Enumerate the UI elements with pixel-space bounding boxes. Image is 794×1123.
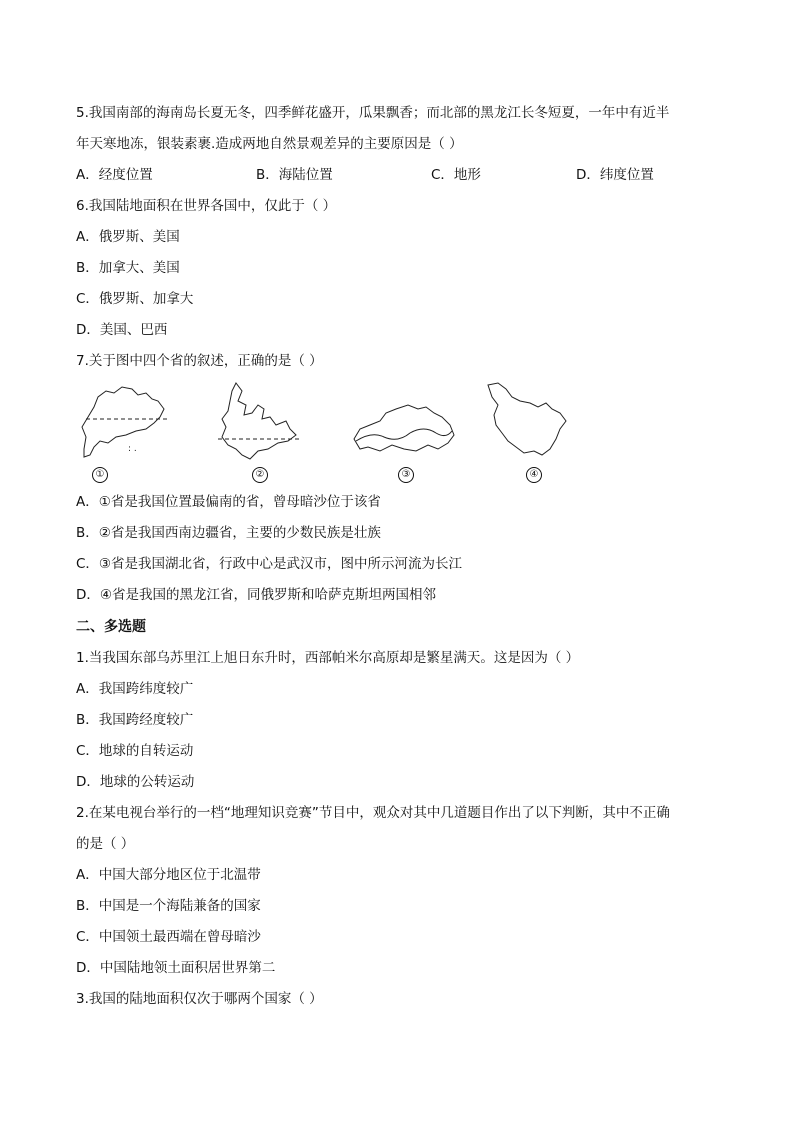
province-map-4: [480, 379, 575, 479]
q6-option-a: A．俄罗斯、美国: [76, 229, 180, 245]
map-label-1: ①: [92, 467, 108, 483]
m2-option-c: C．中国领土最西端在曾母暗沙: [76, 929, 261, 945]
q7-option-d: D．④省是我国的黑龙江省，同俄罗斯和哈萨克斯坦两国相邻: [76, 587, 436, 603]
document-page: [76, 98, 726, 1015]
m2-option-a: A．中国大部分地区位于北温带: [76, 867, 261, 883]
q5-option-c: C．地形: [431, 167, 481, 183]
q5-option-d: D．纬度位置: [576, 167, 654, 183]
province-maps: [76, 379, 726, 487]
m1-option-a: A．我国跨纬度较广: [76, 681, 194, 697]
province-map-2: [216, 379, 306, 479]
svg-text:: .: : .: [128, 444, 137, 454]
map-label-4: ④: [526, 467, 542, 483]
m2-stem-line1: 2.在某电视台举行的一档“地理知识竞赛”节目中，观众对其中几道题目作出了以下判断，其中不正确: [76, 805, 670, 821]
q7-option-b: B．②省是我国西南边疆省，主要的少数民族是壮族: [76, 525, 381, 541]
q7-option-a: A．①省是我国位置最偏南的省，曾母暗沙位于该省: [76, 494, 381, 510]
q5-stem-line2: 年天寒地冻，银装素裹.造成两地自然景观差异的主要原因是（ ）: [76, 136, 463, 152]
province-map-3: [350, 379, 460, 479]
q5-option-b: B．海陆位置: [256, 167, 333, 183]
q6-stem: 6.我国陆地面积在世界各国中，仅此于（ ）: [76, 198, 337, 214]
q5-options: [76, 160, 726, 191]
m2-stem-line2: 的是（ ）: [76, 836, 135, 852]
map-label-2: ②: [252, 467, 268, 483]
map-label-3: ③: [398, 467, 414, 483]
section-title-multiple-choice: 二、多选题: [76, 619, 146, 635]
m1-option-c: C．地球的自转运动: [76, 743, 194, 759]
m2-option-b: B．中国是一个海陆兼备的国家: [76, 898, 261, 914]
q6-option-c: C．俄罗斯、加拿大: [76, 291, 194, 307]
q7-stem: 7.关于图中四个省的叙述，正确的是（ ）: [76, 353, 323, 369]
q5-option-a: A．经度位置: [76, 167, 153, 183]
m2-option-d: D．中国陆地领土面积居世界第二: [76, 960, 276, 976]
q6-option-d: D．美国、巴西: [76, 322, 168, 338]
m3-stem: 3.我国的陆地面积仅次于哪两个国家（ ）: [76, 991, 323, 1007]
q5-stem-line1: 5.我国南部的海南岛长夏无冬，四季鲜花盛开，瓜果飘香；而北部的黑龙江长冬短夏，一年中有近半: [76, 105, 670, 121]
province-map-1: [76, 379, 176, 479]
m1-option-b: B．我国跨经度较广: [76, 712, 194, 728]
m1-option-d: D．地球的公转运动: [76, 774, 195, 790]
m1-stem: 1.当我国东部乌苏里江上旭日东升时，西部帕米尔高原却是繁星满天。这是因为（ ）: [76, 650, 580, 666]
q6-option-b: B．加拿大、美国: [76, 260, 180, 276]
q7-option-c: C．③省是我国湖北省，行政中心是武汉市，图中所示河流为长江: [76, 556, 463, 572]
